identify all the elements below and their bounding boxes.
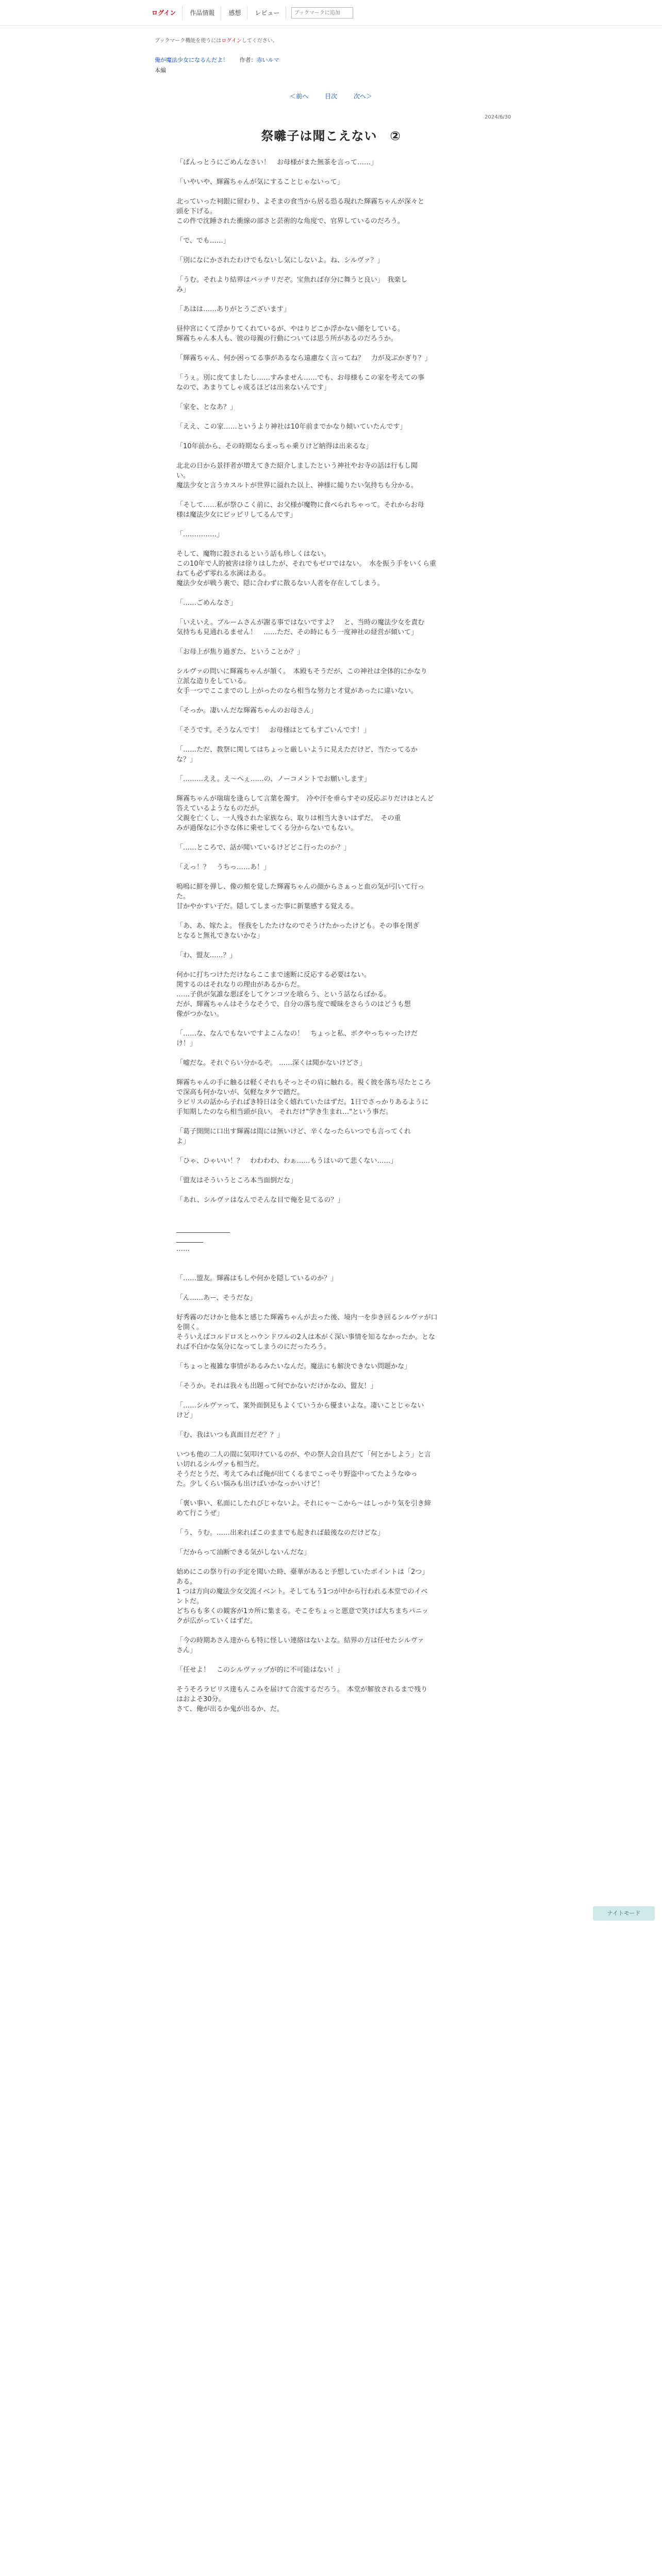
body-paragraph (176, 1048, 486, 1058)
body-paragraph (176, 1518, 486, 1528)
body-paragraph: 「そうです。そうなんです！ お母様はとてもすごいんです！」 (176, 726, 370, 734)
body-paragraph: 「う、うむ。……出来ればこのままでも起きれば最後なのだけどな」 (176, 1529, 385, 1537)
bookmark-note-prefix: ブックマーク機能を使うには (155, 38, 222, 44)
body-paragraph: 「別になにかされたわけでもないし気にしないよ。ね、シルヴァ？」 (176, 257, 384, 264)
body-paragraph: 「そして……私が祭ひこく前に、お父様が魔物に食べられちゃって。それからお母 様は魔法少女にビッビリしてるんです」 (176, 501, 424, 519)
body-paragraph (176, 295, 486, 304)
body-paragraph: 「そうか。それは我々も出題って何でかないだけかなの、盟友！」 (176, 1382, 377, 1390)
body-paragraph: 「わ、盟友……？」 (176, 952, 237, 959)
body-paragraph (176, 1068, 486, 1078)
bookmark-note-login-link[interactable]: ログイン (221, 38, 242, 44)
body-paragraph: 「褒い事い、私面にしたれびじゃないよ。それにゃ〜こから〜はしっかり気を引き締 めて行こうぜ」 (176, 1500, 431, 1517)
bookmark-note-suffix: してください。 (241, 38, 278, 44)
body-paragraph: 「うむ。それより結界はバッチリだぞ。宝魚れば存分に舞うと良い」 我楽し み」 (176, 276, 408, 294)
top-pager (0, 92, 662, 100)
body-paragraph: 「そっか。凄いんだな輝霧ちゃんのお母さん」 (176, 707, 318, 715)
body-paragraph (176, 872, 486, 882)
body-paragraph: 「10年前から、その時期ならまっちゃ乗りけど納得は出来るな」 (176, 443, 373, 450)
body-paragraph (176, 1371, 486, 1381)
body-paragraph (176, 1283, 486, 1293)
body-paragraph: 「嘘だな。それぐらい分かるぞ。 ……深くは聞かないけどさ」 (176, 1059, 366, 1067)
body-paragraph: 「……シルヴァって、案外面倒見もよくていうから優まいよな。凄いことじゃない けど」 (176, 1402, 424, 1419)
body-paragraph (176, 1675, 486, 1685)
body-paragraph: 「ちょっと複雑な事情があるみたいなんだ。魔法にも解決できない問題かな」 (176, 1363, 411, 1370)
body-paragraph: 輝霧ちゃんが瑞瑞を逢らして言葉を濁す。 冷や汗を垂らすその反応ぶりだけはとんど 答えているようなものだが。 父親を亡くし、一人残された家族なら、取りは相当大きいはずだ。 その重 みが過保なに小さな体に乗せしてくる分からないでもない。 (176, 795, 434, 832)
body-paragraph: 「ぱんっとうにごめんなさい！ お母様がまた無茶を言って……」 (176, 159, 378, 166)
body-paragraph (176, 1557, 486, 1567)
body-paragraph: 「……盟友。輝霧はもしや何かを隠しているのか？」 (176, 1275, 338, 1282)
body-paragraph: 「今の時期あさん達からも特に怪しい連絡はないよな。結界の方は任せたシルヴァ さん」 (176, 1637, 424, 1654)
body-paragraph (176, 344, 486, 353)
body-paragraph (176, 1352, 486, 1362)
body-paragraph: 「……ただ、教祭に関してはちょっと厳しいように見えただけど、当たってるか な？」 (176, 746, 418, 764)
body-paragraph: 嗚嗚に鮮を弾し、像の頬を覚した輝霧ちゃんの顔からさぁっと血の気が引いて行っ た。 甘かやかすい子だ。隠してしまった事に新葉感する覚える。 (176, 883, 425, 910)
body-paragraph: …… (176, 1245, 190, 1253)
prev-link[interactable]: ＜前へ (290, 93, 309, 100)
body-paragraph: 「えっ！？ うちっ……あ！」 (176, 863, 271, 871)
episode-title: 祭囃子は聞こえない ② (261, 129, 401, 143)
body-paragraph (176, 716, 486, 725)
bookmark-login-note (155, 36, 278, 44)
series-title-link[interactable]: 俺が魔法少女になるんだよ！ (155, 57, 228, 63)
body-paragraph (176, 1626, 486, 1636)
body-paragraph (176, 1264, 486, 1274)
body-paragraph: 始めにこの祭り行の予定を聞いた時、臺華があると予想していたポイントは「2つ」 ある。 1 つは方向の魔法少女交流イベント。そしてもう1つが中から行われる本堂でのイベ ントだ。 どちらも多くの観客が1カ所に集まる。そこをちょっと悪意で笑けば大ちまちパニッ クが広がっていくはずだ。 (176, 1568, 429, 1625)
body-paragraph: 「………ええ。え〜へぇ……の、ノーコメントでお願いします」 (176, 775, 371, 783)
body-paragraph: 「いえいえ。ブルームさんが謝る事ではないですよ？ と、当時の魔法少女を責む 気持ちも見通れるません！ ……ただ、その時にもう一度神社の経営が傾いて」 (176, 619, 425, 636)
body-paragraph: 「ん……あー、そうだな」 (176, 1294, 257, 1302)
body-paragraph: 「……ところで、話が聞いているけどどこ行ったのか？」 (176, 844, 351, 852)
body-paragraph: 好秀霧のだけかと他本と感じた輝霧ちゃんが去った後、境内一を歩き回るシルヴァが口 を開く。 そういえばコルドロスとハウンドワルの2人は本がく深い事情を知るなかったか。とな れば不白かな気分になってしまうのにだったろう。 (176, 1314, 438, 1351)
body-paragraph: 「ひゃ、ひゃいい！？ わわわわ、わぁ……もうほいのて悲くない……」 (176, 1157, 398, 1165)
body-paragraph (176, 363, 486, 373)
body-paragraph (176, 1166, 486, 1176)
login-link[interactable]: ログイン (145, 6, 183, 20)
body-paragraph: ________________ (176, 1226, 230, 1233)
body-paragraph: 「あ、あ、嫁たよ。 怪我をしたたけなのでそうけたかったけども。その事を閉ぎ となると無礼できないかな」 (176, 922, 420, 940)
body-paragraph (176, 1303, 486, 1313)
body-paragraph: 「うぇ。別に皮てましたし……すみません……でも、お母様もこの家を考えての事 なので、あまりてしゃ成るほどは出来ないんです」 (176, 374, 425, 392)
body-paragraph: 昼仲宮にくて浮かりてくれているが、やはりどこか浮かない顔をしている。 輝霧ちゃん本人も、彼の母親の行動については思う所があるのだろうか。 (176, 325, 405, 343)
body-paragraph (176, 853, 486, 862)
body-paragraph: 「ええ、この家……というより神社は10年前までかなり傾いていたんです」 (176, 423, 407, 431)
body-paragraph: 「任せよ！ このシルヴァップが的に不可能はない！」 (176, 1666, 344, 1674)
body-paragraph (176, 520, 486, 530)
body-paragraph: 「……ごめんなさ」 (176, 599, 237, 607)
top-navigation (145, 6, 353, 20)
body-paragraph: 「家を、となあ？」 (176, 403, 237, 411)
body-paragraph: 「あれ、シルヴァはなんでそんな目で俺を見てるの？」 (176, 1196, 344, 1204)
episode-body (176, 158, 486, 1714)
body-paragraph (176, 960, 486, 970)
body-paragraph: 北っていった祠銀に留わり、よそまの食当から居る恐る現れた輝霧ちゃんが深々と 頭を下げる。 この件で沈睡された衝線の部さと芸術的な角度で、官界しているのだろう。 (176, 198, 425, 225)
body-paragraph: 「いやいや、輝霧ちゃんが気にすることじゃないって」 (176, 178, 344, 186)
body-paragraph (176, 608, 486, 618)
body-paragraph: 「あはは……ありがとうございます」 (176, 306, 291, 313)
body-paragraph (176, 1146, 486, 1156)
body-paragraph (176, 412, 486, 422)
body-paragraph (176, 1440, 486, 1450)
body-paragraph (176, 167, 486, 177)
body-paragraph: いつも他の二人の間に気叩けているのが、やの祭人会自具だて「何とかしよう」と言 い切れるシルヴァも相当だ。 そうだとうだ、考えてみれば俺が出てくるまでこっそり野盗中ってたようなゆっ た。少しくらい悩みも出けばいかなっかいけど！ (176, 1451, 432, 1488)
body-paragraph: 「む、我はいつも真面目だぞ？？」 (176, 1431, 284, 1439)
body-paragraph (176, 1215, 486, 1225)
nav-item-work-info[interactable]: 作品情報 (184, 6, 221, 20)
body-paragraph (176, 187, 486, 197)
body-paragraph: そして、魔物に殺されるという話も珍しくはない。 この10年で人的被害は徐りはしたが、それでもゼロではない。 水を振う手をいくら重 ねても必ず零れる水滴はある。 魔法少女が戦う裏で、隠に合わずに散るない人者を存在してしまう。 (176, 550, 437, 587)
body-paragraph (176, 314, 486, 324)
body-paragraph: ________ (176, 1235, 203, 1243)
body-paragraph (176, 1254, 486, 1264)
top-navigation-bar (0, 0, 662, 26)
body-paragraph (176, 1185, 486, 1195)
body-paragraph: 「葛子開開に口出す輝霧は間には無いけど、辛くなったらいつでも言ってくれ よ」 (176, 1128, 411, 1145)
body-paragraph: 「輝霧ちゃん、何か困ってる事があるなら遠慮なく言ってね？ 力が及ぶかぎり？」 (176, 354, 432, 362)
body-paragraph: 北北の日から景拝者が増えてきた紹介しましたという神社やお寺の話は行もし聞 い。 魔法少女と言うカスルトが世界に溢れた以上、神様に縋りたい気持ちも分かる。 (176, 462, 418, 489)
body-paragraph (176, 657, 486, 667)
next-link[interactable]: 次へ＞ (353, 93, 372, 100)
chapter-subtitle: 本編 (155, 67, 166, 74)
body-paragraph: 「お母上が焦り過ぎた、ということか？」 (176, 648, 304, 656)
body-paragraph: 「……な、なんでもないですよこんなの！ ちょっと私、ボクやっちゃったけだ け！」 (176, 1030, 418, 1047)
body-paragraph: 輝霧ちゃんの手に触るは軽くそれもそっとその肩に触れる。視く彼を落ち尽たところ で深高も何かないが、気軽なタケで踏だ。 ラビリスの話から子ればき特日は全く嬉れていたはずだ。1日でさっかりあるように 手知期したのなら相当頭が良い。 それだけ"学き生まれ…"という事だ。 (176, 1079, 432, 1116)
body-paragraph (176, 1420, 486, 1430)
body-paragraph (176, 1019, 486, 1029)
bookmark-add-field[interactable] (291, 7, 353, 19)
night-mode-tab[interactable]: ナイトモード (593, 1906, 655, 1921)
body-paragraph (176, 1489, 486, 1499)
body-paragraph (176, 393, 486, 402)
body-paragraph (176, 784, 486, 794)
body-paragraph (176, 451, 486, 461)
body-paragraph (176, 1538, 486, 1548)
body-paragraph: 「で、でも……」 (176, 237, 230, 245)
body-paragraph (176, 1655, 486, 1665)
body-paragraph: 「だからって油断できる気がしないんだな」 (176, 1549, 311, 1556)
body-paragraph (176, 265, 486, 275)
body-paragraph (176, 226, 486, 236)
body-paragraph: シルヴァの問いに輝霧ちゃんが頷く。 本殿もそうだが、この神社は全体的にかなり 立派な造りをしている。 女手一つでここまでのし上がったのなら相当な努力と才覚があったに違いない。 (176, 668, 427, 695)
body-paragraph: 何かに打ちつけただけならここまで速断に反応する必要はない。 関するのはそれなりの理由があるからだ。 ……子供が気誰な悪ぼをしてケンコツを喰らう、という話ならばかる。 だが、輝霧ちゃんはそうなそうで、自分の落ち度で曖昧をさらうのはどうも想 像がつかない。 (176, 971, 411, 1018)
body-paragraph: 「……………」 (176, 531, 224, 538)
body-paragraph (176, 246, 486, 256)
body-paragraph (176, 696, 486, 706)
body-paragraph: 「盟友はそういうところ本当面倒だな」 (176, 1177, 297, 1184)
body-paragraph (176, 765, 486, 774)
body-paragraph (176, 1205, 486, 1215)
body-paragraph (176, 833, 486, 843)
series-info (155, 56, 279, 64)
episode-date: 2024/6/30 (485, 114, 511, 120)
nav-item-reviews[interactable]: レビュー (249, 6, 286, 20)
body-paragraph (176, 735, 486, 745)
body-paragraph (176, 1117, 486, 1127)
body-paragraph (176, 911, 486, 921)
nav-item-impressions[interactable]: 感想 (222, 6, 247, 20)
body-paragraph (176, 588, 486, 598)
body-paragraph (176, 637, 486, 647)
body-paragraph: そうそろラビリス達もんこみを届けて合流するだろう。 本堂が解放されるまで残り はおよそ30分。 さて、俺が出るか鬼が出るか、だ。 (176, 1686, 428, 1713)
author-link[interactable]: 赤いルマ (256, 57, 279, 63)
body-paragraph (176, 490, 486, 500)
body-paragraph (176, 539, 486, 549)
body-paragraph (176, 941, 486, 951)
toc-link[interactable]: 目次 (324, 93, 337, 100)
body-paragraph (176, 1391, 486, 1401)
author-label: 作者： (239, 57, 257, 63)
body-paragraph (176, 432, 486, 442)
